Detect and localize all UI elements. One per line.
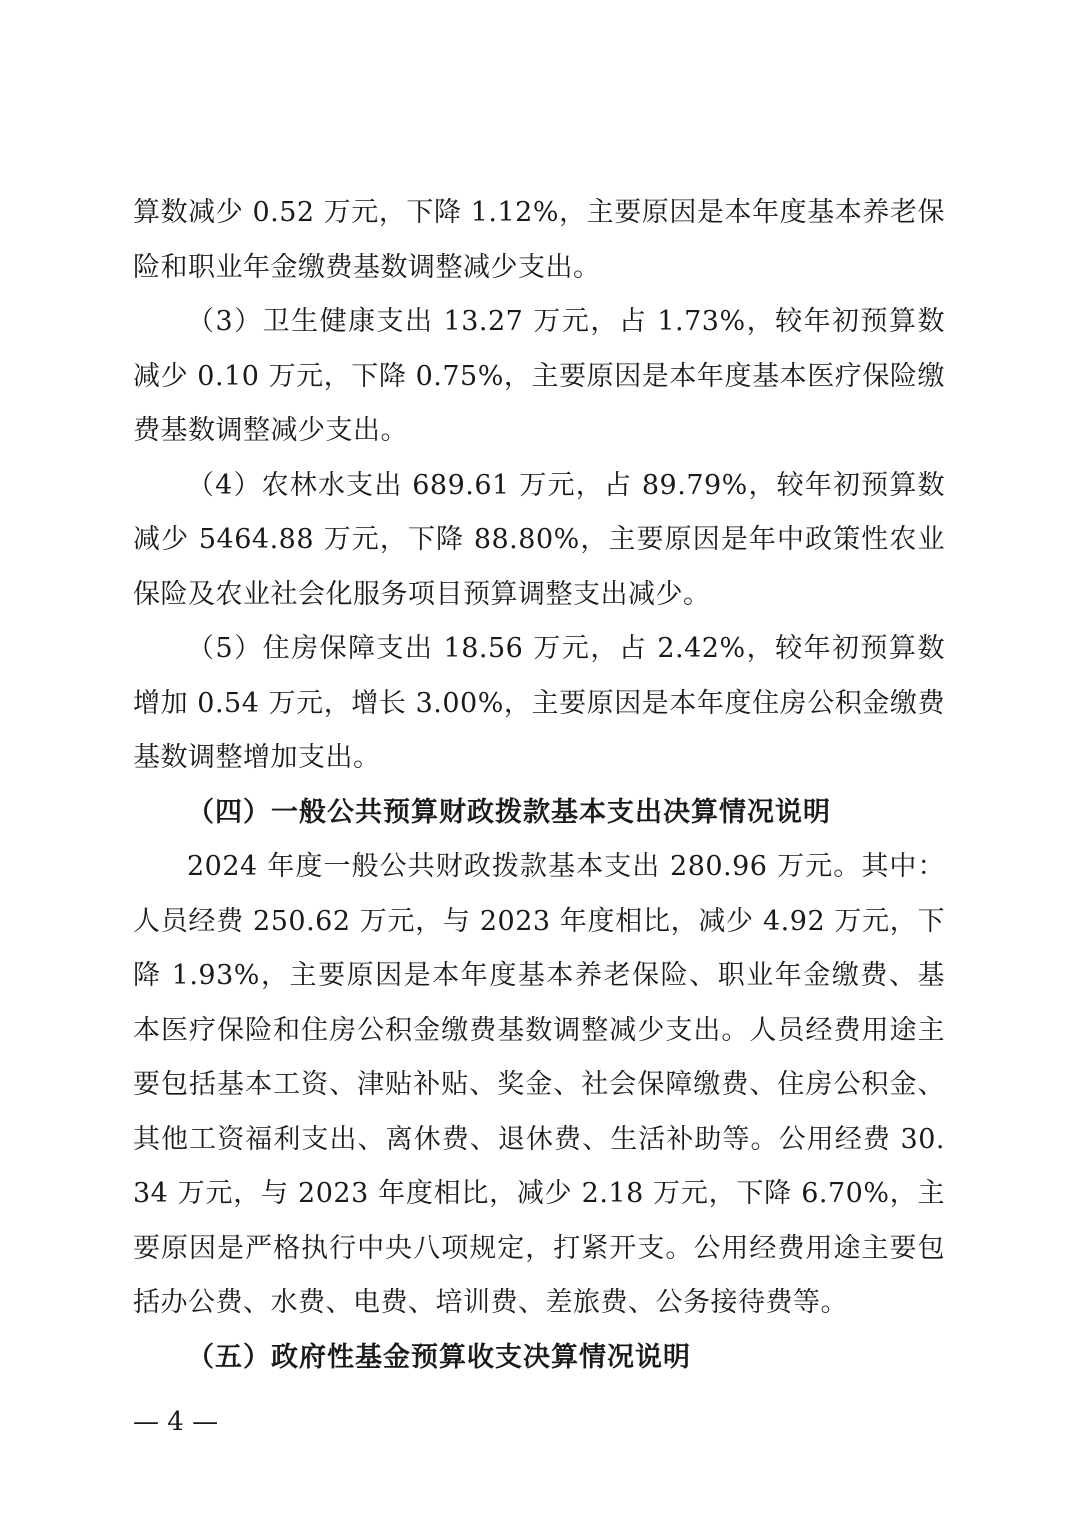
paragraph-health-expenditure: （3）卫生健康支出 13.27 万元，占 1.73%，较年初预算数减少 0.10 万元，下降 0.75%，主要原因是本年度基本医疗保险缴费基数调整减少支出。	[133, 306, 945, 446]
paragraph-housing-expenditure: （5）住房保障支出 18.56 万元，占 2.42%，较年初预算数增加 0.54 万元，增长 3.00%，主要原因是本年度住房公积金缴费基数调整增加支出。	[133, 633, 945, 773]
paragraph-agriculture-expenditure: （4）农林水支出 689.61 万元，占 89.79%，较年初预算数减少 5464.88 万元，下降 88.80%，主要原因是年中政策性农业保险及农业社会化服务项目预算调整支出减少。	[133, 469, 945, 610]
paragraph-basic-expenditure: 2024 年度一般公共财政拨款基本支出 280.96 万元。其中：人员经费 250.62 万元，与 2023 年度相比，减少 4.92 万元，下降 1.93%，主要原因是本年度基本养老保险、职业年金缴费、基本医疗保险和住房公积金缴费基数调整减少支出。人员经费用途主要包括基本工资、津贴补贴、奖金、社会保障缴费、住房公积金、其他工资福利支出、离休费、退休费、生活补助等。公用经费 30.34 万元，与 2023 年度相比，减少 2.18 万元，下降 6.70%，主要原因是严格执行中央八项规定，打紧开支。公用经费用途主要包括办公费、水费、电费、培训费、差旅费、公务接待费等。	[133, 851, 945, 1318]
section-heading-government-fund: （五）政府性基金预算收支决算情况说明	[187, 1341, 691, 1373]
document-body	[133, 186, 945, 1385]
paragraph-pension-continued: 算数减少 0.52 万元，下降 1.12%，主要原因是本年度基本养老保险和职业年金缴费基数调整减少支出。	[133, 197, 945, 283]
page-number: — 4 —	[133, 1407, 219, 1437]
section-heading-basic-expenditure: （四）一般公共预算财政拨款基本支出决算情况说明	[187, 796, 831, 828]
